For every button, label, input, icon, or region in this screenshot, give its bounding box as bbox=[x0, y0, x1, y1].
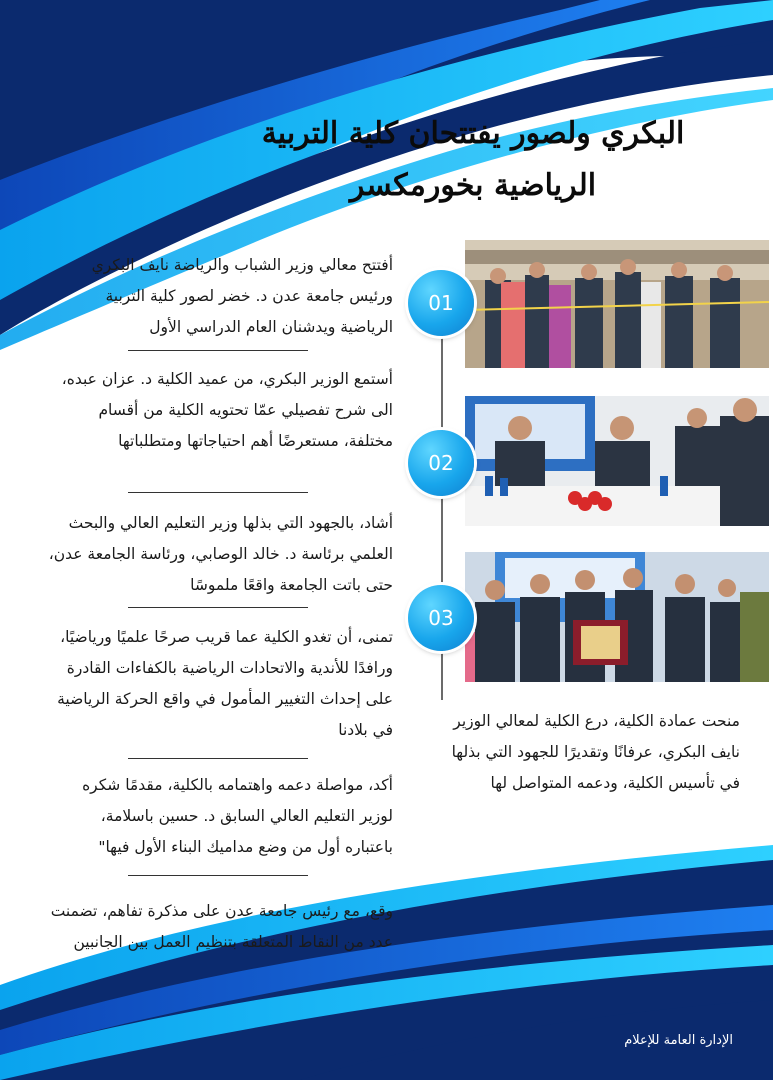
divider bbox=[128, 758, 308, 759]
paragraph-1: أفتتح معالي وزير الشباب والرياضة نايف البكري ورئيس جامعة عدن د. خضر لصور كلية التربية الرياضية ويدشنان العام الدراسي الأول bbox=[91, 256, 393, 336]
divider bbox=[128, 350, 308, 351]
paragraph-5: أكد، مواصلة دعمه واهتمامه بالكلية، مقدمًا شكره لوزير التعليم العالي السابق د. حسين باسلامة، باعتباره أول من وضع مداميك البناء الأول فيها" bbox=[82, 776, 393, 856]
paragraph-2: أستمع الوزير البكري، من عميد الكلية د. عزان عبده، الى شرح تفصيلي عمّا تحتويه الكلية من أقسام مختلفة، مستعرضًا أهم احتياجاتها ومتطلباتها bbox=[61, 370, 393, 450]
step-badge-01: 01 bbox=[408, 270, 474, 336]
divider bbox=[128, 875, 308, 876]
divider bbox=[128, 492, 308, 493]
step-badge-02: 02 bbox=[408, 430, 474, 496]
photo-caption: منحت عمادة الكلية، درع الكلية لمعالي الوزير نايف البكري، عرفانًا وتقديرًا للجهود التي بذلها في تأسيس الكلية، ودعمه المتواصل لها bbox=[451, 712, 740, 792]
page-title: البكري ولصور يفتتحان كلية التربية الرياضية بخورمكسر bbox=[261, 116, 685, 203]
footer-credit: الإدارة العامة للإعلام bbox=[624, 1033, 733, 1048]
divider bbox=[128, 607, 308, 608]
photo-ribbon-cutting bbox=[465, 240, 769, 368]
photo-meeting bbox=[465, 396, 769, 526]
paragraph-6: وقع، مع رئيس جامعة عدن على مذكرة تفاهم، تضمنت عدد من النقاط المتعلقة بتنظيم العمل بين الجانبين bbox=[50, 902, 393, 951]
paragraph-4: تمنى، أن تغدو الكلية عما قريب صرحًا علميًا ورياضيًا، ورافدًا للأندية والاتحادات الرياضية بالكفاءات القادرة على إحداث التغيير المأمول في واقع الحركة الرياضية في بلادنا bbox=[57, 628, 393, 739]
photo-shield-award bbox=[465, 552, 769, 682]
paragraph-3: أشاد، بالجهود التي بذلها وزير التعليم العالي والبحث العلمي برئاسة د. خالد الوصابي، ورئاسة الجامعة عدن، حتى باتت الجامعة واقعًا ملموسًا bbox=[48, 514, 393, 594]
step-badge-03: 03 bbox=[408, 585, 474, 651]
